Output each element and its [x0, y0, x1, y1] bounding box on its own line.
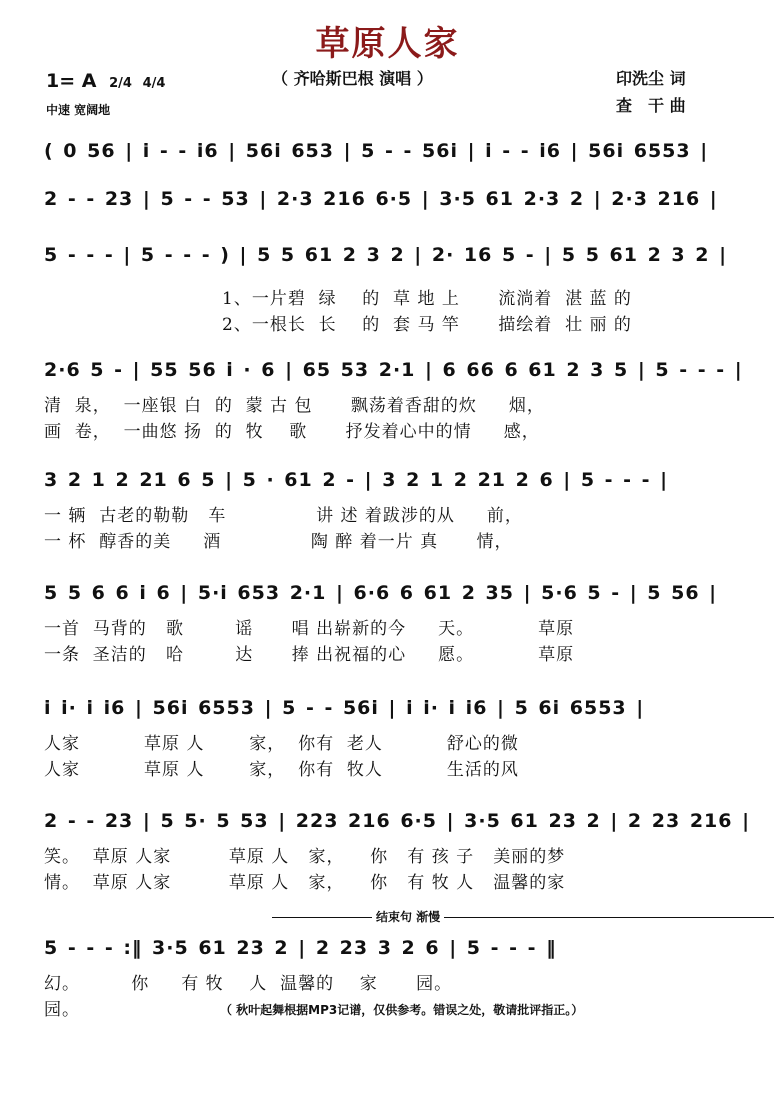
lyric-line: 清 泉， 一座银 白 的 蒙 古 包 飘荡着香甜的炊 烟，: [44, 396, 545, 416]
ending-marker-text: 结束句 渐慢: [376, 910, 441, 924]
score-row: [0, 355, 775, 442]
composer-credit: 查 干 曲: [616, 96, 686, 115]
singer-credit: （ 齐哈斯巴根 演唱 ）: [272, 69, 433, 88]
notation-line: 5 5 6 6 i 6 | 5·i 653 2·1 | 6·6 6 61 2 35 | 5·6 5 - | 5 56 |: [44, 582, 718, 604]
score-row: [0, 465, 775, 552]
lyric-line: 一 杯 醇香的美 酒 陶 醉 着一片 真 情，: [44, 532, 513, 552]
beam-lines: [0, 806, 775, 846]
ending-marker: [272, 908, 774, 925]
key-signature: [46, 70, 165, 92]
notation-line: 5 - - - :‖ 3·5 61 23 2 | 2 23 3 2 6 | 5 - - - ‖: [44, 937, 557, 959]
notation-line: 2 - - 23 | 5 5· 5 53 | 223 216 6·5 | 3·5 61 23 2 | 2 23 216 |: [44, 810, 751, 832]
notation-line: 2·6 5 - | 55 56 i · 6 | 65 53 2·1 | 6 66 6 61 2 3 5 | 5 - - - |: [44, 359, 743, 381]
score-row: [0, 578, 775, 665]
time-signature-1: 2/4: [109, 76, 132, 91]
notation-line: 3 2 1 2 21 6 5 | 5 · 61 2 - | 3 2 1 2 21 2 6 | 5 - - - |: [44, 469, 669, 491]
lyric-line: 1、一片碧 绿 的 草 地 上 流淌着 湛 蓝 的: [222, 289, 632, 309]
score-row: [0, 184, 775, 246]
footnote: （ 秋叶起舞根据MP3记谱，仅供参考。错误之处，敬请批评指正。）: [220, 1003, 584, 1017]
score-row: [0, 240, 775, 335]
lyric-line: 一条 圣洁的 哈 达 捧 出祝福的心 愿。 草原: [44, 645, 575, 665]
lyric-line: 人家 草原 人 家， 你有 老人 舒心的微: [44, 734, 519, 754]
beam-lines: [0, 465, 775, 505]
beam-lines: [0, 693, 775, 733]
notation-line: ( 0 56 | i - - i6 | 56i 653 | 5 - - 56i | i - - i6 | 56i 6553 |: [44, 140, 709, 162]
song-title: 草原人家: [315, 24, 460, 64]
beam-lines: [0, 240, 775, 280]
beam-lines: [0, 578, 775, 618]
lyric-line: 幻。 你 有 牧 人 温馨的 家 园。: [44, 974, 453, 994]
notation-line: 2 - - 23 | 5 - - 53 | 2·3 216 6·5 | 3·5 61 2·3 2 | 2·3 216 |: [44, 188, 718, 210]
lyric-line: 笑。 草原 人家 草原 人 家， 你 有 孩 子 美丽的梦: [44, 847, 566, 867]
lyric-line: 园。: [44, 1000, 80, 1020]
lyric-line: 人家 草原 人 家， 你有 牧人 生活的风: [44, 760, 519, 780]
key-signature-text: 1= A: [46, 70, 97, 92]
beam-lines: [0, 184, 775, 224]
lyric-line: 一 辆 古老的勒勒 车 讲 述 着跋涉的从 前，: [44, 506, 523, 526]
lyric-line: 一首 马背的 歌 谣 唱 出崭新的今 天。 草原: [44, 619, 575, 639]
lyric-line: 2、一根长 长 的 套 马 竿 描绘着 壮 丽 的: [222, 315, 632, 335]
tempo-marking: 中速 宽阔地: [46, 103, 111, 117]
beam-lines: [0, 136, 775, 176]
score-row: [0, 806, 775, 893]
beam-lines: [0, 355, 775, 395]
lyric-line: 情。 草原 人家 草原 人 家， 你 有 牧 人 温馨的家: [44, 873, 566, 893]
notation-line: i i· i i6 | 56i 6553 | 5 - - 56i | i i· i i6 | 5 6i 6553 |: [44, 697, 645, 719]
lyricist-credit: 印洗尘 词: [616, 69, 686, 88]
time-signature-2: 4/4: [142, 76, 166, 91]
lyric-line: 画 卷， 一曲悠 扬 的 牧 歌 抒发着心中的情 感，: [44, 422, 540, 442]
score-row: [0, 693, 775, 780]
beam-lines: [0, 933, 775, 973]
notation-line: 5 - - - | 5 - - - ) | 5 5 61 2 3 2 | 2· 16 5 - | 5 5 61 2 3 2 |: [44, 244, 728, 266]
